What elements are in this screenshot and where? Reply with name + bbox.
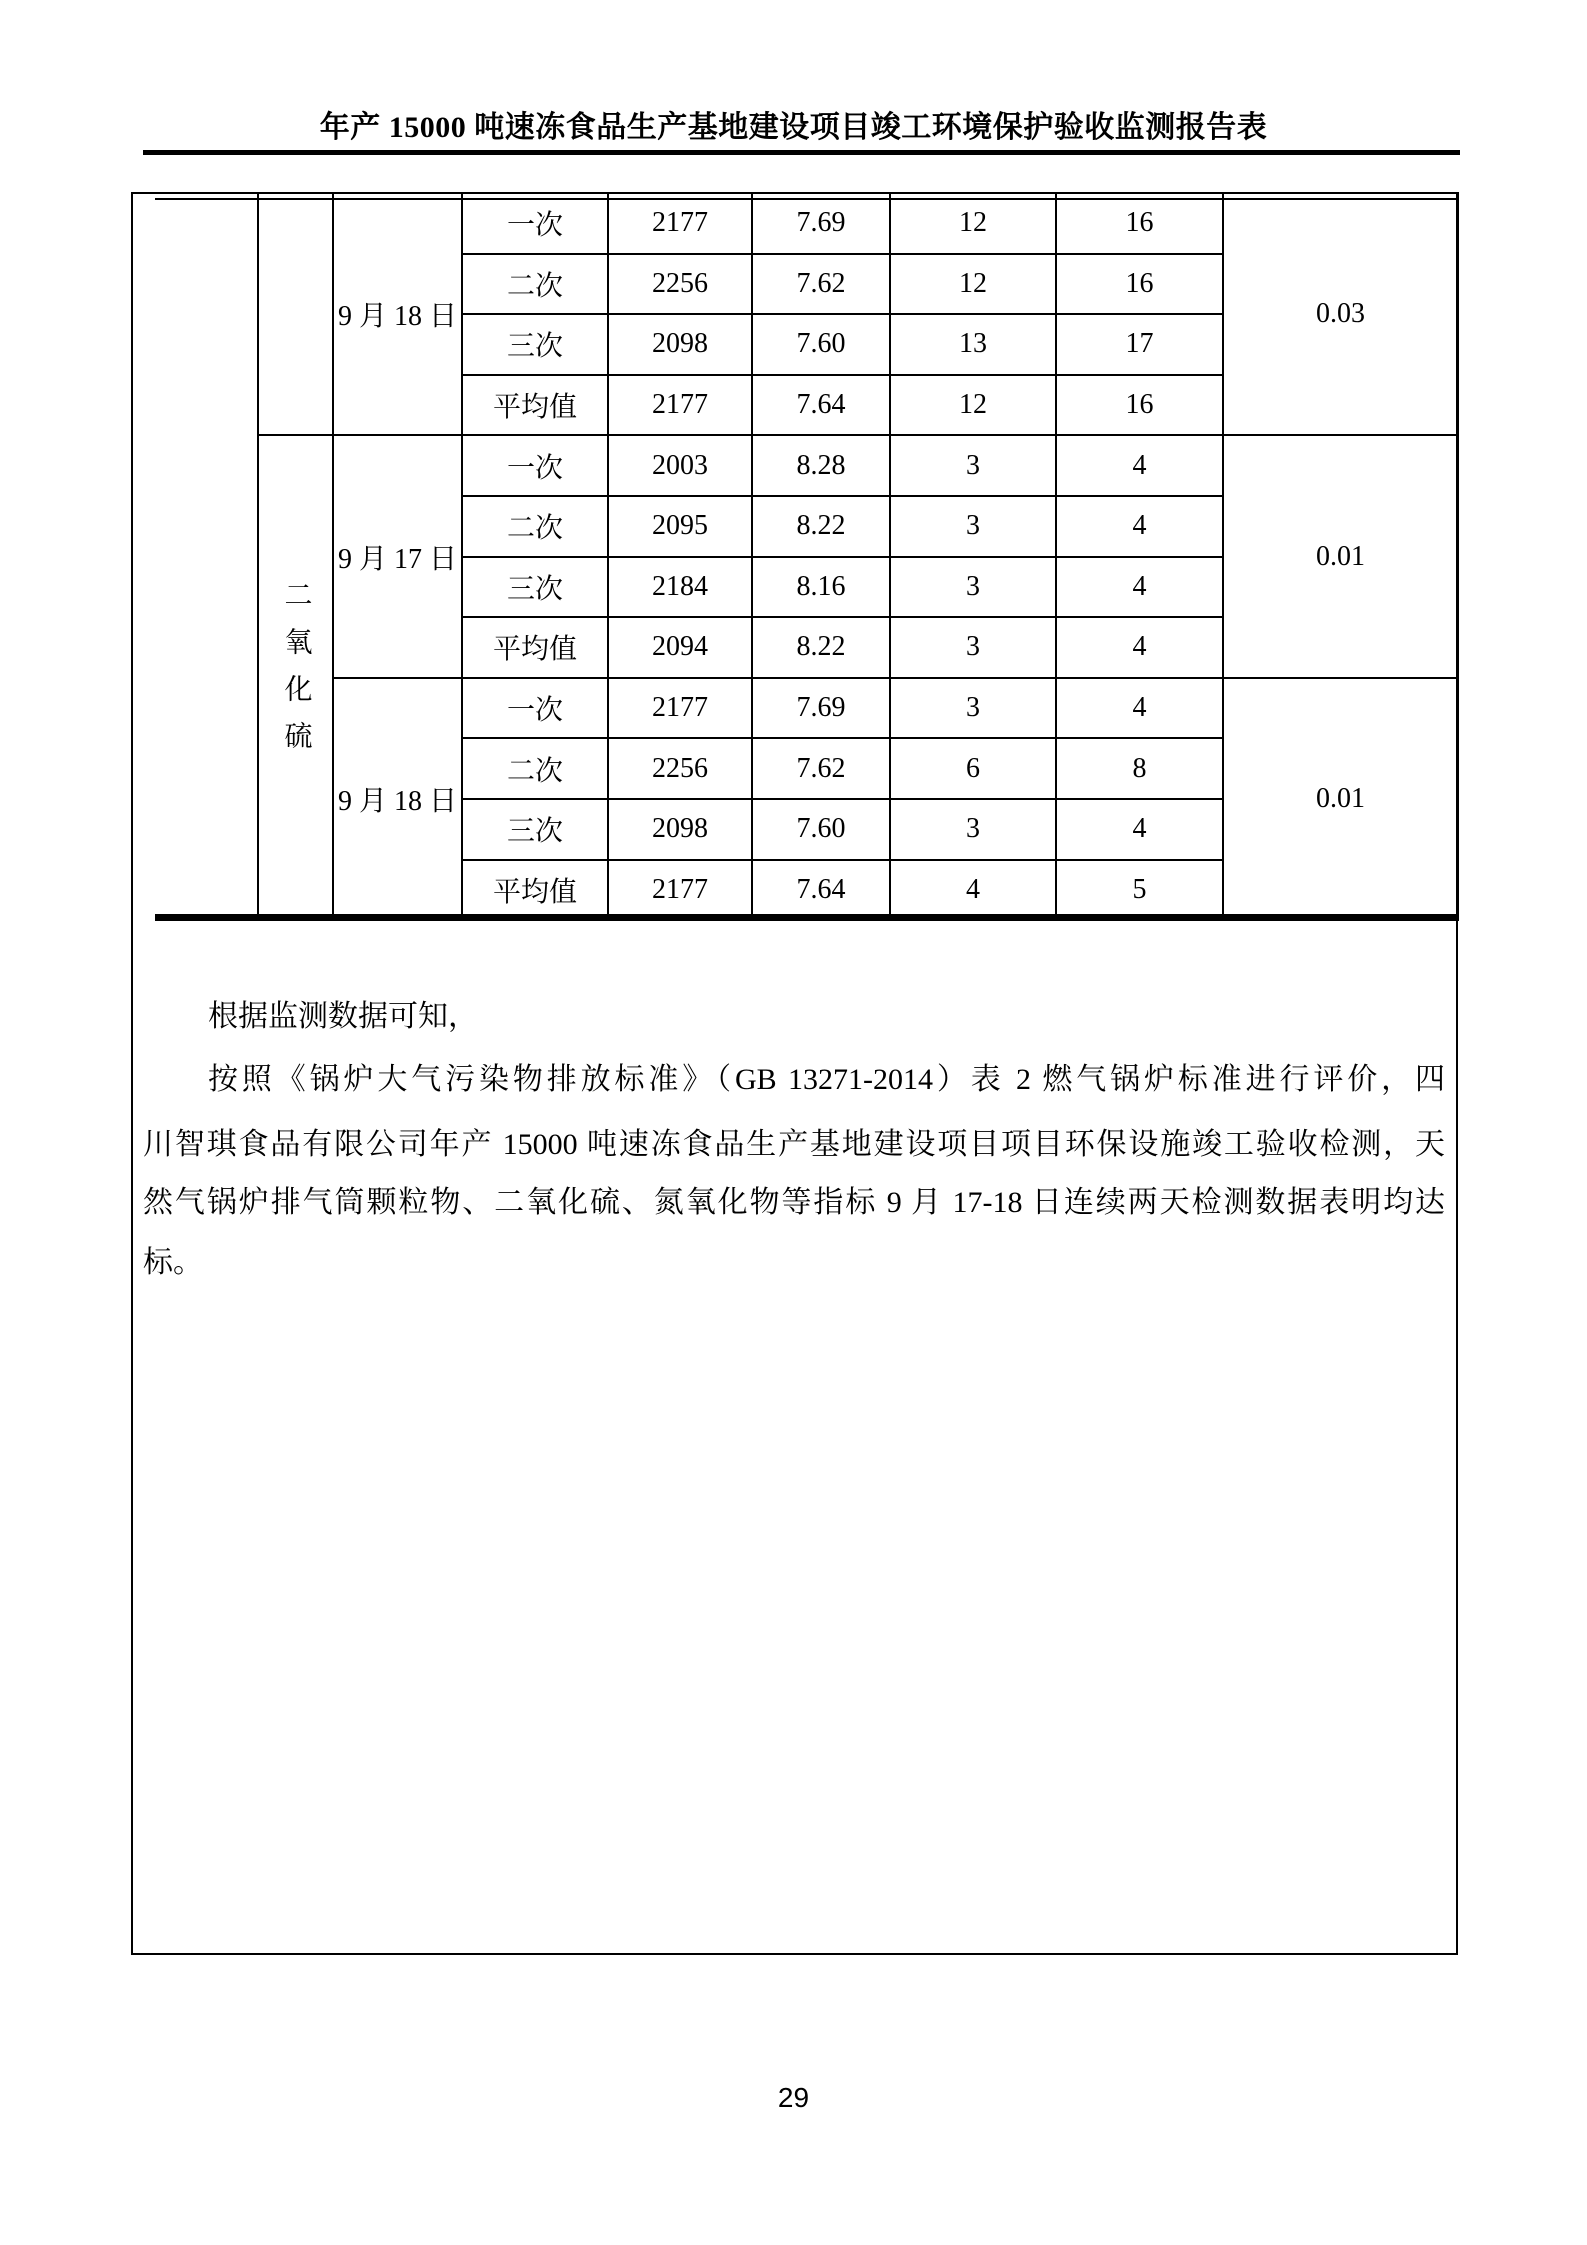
measurement-seq-cell: 二次: [462, 496, 608, 557]
measurement-value-cell: 4: [1056, 557, 1223, 618]
page-number: 29: [777, 2082, 810, 2113]
measurement-value-cell: 12: [890, 375, 1056, 436]
measurement-value-cell: 4: [1056, 435, 1223, 496]
measurement-value-cell: 8.16: [752, 557, 890, 618]
measurement-value-cell: 16: [1056, 193, 1223, 254]
measurement-value-cell: 2095: [608, 496, 752, 557]
paragraph-line-2: 按照《锅炉大气污染物排放标准》（GB 13271-2014）表 2 燃气锅炉标准进行评价，四: [208, 1063, 1445, 1096]
measurement-value-cell: 4: [890, 860, 1056, 921]
measurement-value-cell: 12: [890, 254, 1056, 315]
measurement-value-cell: 3: [890, 678, 1056, 739]
emission-rate-cell: 0.03: [1223, 193, 1458, 435]
measurement-value-cell: 8.22: [752, 496, 890, 557]
table-row: [131, 435, 1458, 496]
measurement-value-cell: 16: [1056, 254, 1223, 315]
measurement-value-cell: 3: [890, 799, 1056, 860]
measurement-value-cell: 2177: [608, 678, 752, 739]
measurement-value-cell: 8: [1056, 738, 1223, 799]
monitoring-data-table: [131, 192, 1459, 921]
measurement-seq-cell: 平均值: [462, 860, 608, 921]
measurement-value-cell: 8.28: [752, 435, 890, 496]
measurement-seq-cell: 二次: [462, 254, 608, 315]
measurement-seq-cell: 二次: [462, 738, 608, 799]
measurement-value-cell: 2177: [608, 375, 752, 436]
measurement-value-cell: 7.60: [752, 799, 890, 860]
table-bottom-border: [155, 914, 1458, 921]
measurement-value-cell: 2003: [608, 435, 752, 496]
measurement-seq-cell: 平均值: [462, 617, 608, 678]
measurement-value-cell: 5: [1056, 860, 1223, 921]
measurement-value-cell: 7.60: [752, 314, 890, 375]
monitoring-table-body: [131, 193, 1458, 920]
monitoring-date-cell: 9 月 18 日: [333, 193, 462, 435]
measurement-seq-cell: 一次: [462, 678, 608, 739]
measurement-value-cell: 13: [890, 314, 1056, 375]
measurement-value-cell: 16: [1056, 375, 1223, 436]
measurement-value-cell: 17: [1056, 314, 1223, 375]
pollutant-vertical-label: 二氧化硫: [280, 579, 312, 768]
measurement-value-cell: 2256: [608, 738, 752, 799]
left-spacer-cell: [131, 193, 258, 920]
measurement-value-cell: 2098: [608, 799, 752, 860]
measurement-value-cell: 3: [890, 496, 1056, 557]
pollutant-spacer-cell: [258, 193, 333, 435]
measurement-value-cell: 8.22: [752, 617, 890, 678]
measurement-seq-cell: 一次: [462, 193, 608, 254]
measurement-value-cell: 2094: [608, 617, 752, 678]
measurement-value-cell: 2256: [608, 254, 752, 315]
table-row: [131, 193, 1458, 254]
paragraph-line-3: 川智琪食品有限公司年产 15000 吨速冻食品生产基地建设项目项目环保设施竣工验收检测，天: [143, 1128, 1445, 1161]
measurement-value-cell: 7.69: [752, 678, 890, 739]
measurement-value-cell: 12: [890, 193, 1056, 254]
document-title: 年产 15000 吨速冻食品生产基地建设项目竣工环境保护验收监测报告表: [319, 111, 1268, 144]
measurement-value-cell: 3: [890, 617, 1056, 678]
measurement-value-cell: 6: [890, 738, 1056, 799]
measurement-value-cell: 7.64: [752, 375, 890, 436]
measurement-seq-cell: 三次: [462, 799, 608, 860]
measurement-value-cell: 7.69: [752, 193, 890, 254]
table-inner-top-border: [155, 198, 1458, 200]
emission-rate-cell: 0.01: [1223, 435, 1458, 677]
measurement-value-cell: 3: [890, 557, 1056, 618]
measurement-seq-cell: 三次: [462, 314, 608, 375]
header-divider-line: [143, 150, 1460, 155]
measurement-value-cell: 4: [1056, 496, 1223, 557]
measurement-value-cell: 2098: [608, 314, 752, 375]
measurement-value-cell: 3: [890, 435, 1056, 496]
pollutant-name-cell: [258, 435, 333, 920]
measurement-value-cell: 2177: [608, 860, 752, 921]
paragraph-line-5: 标。: [143, 1246, 203, 1279]
emission-rate-cell: 0.01: [1223, 678, 1458, 920]
measurement-value-cell: 4: [1056, 617, 1223, 678]
paragraph-intro: 根据监测数据可知，: [208, 1000, 478, 1033]
measurement-seq-cell: 三次: [462, 557, 608, 618]
monitoring-date-cell: 9 月 17 日: [333, 435, 462, 677]
measurement-value-cell: 4: [1056, 678, 1223, 739]
measurement-value-cell: 4: [1056, 799, 1223, 860]
monitoring-date-cell: 9 月 18 日: [333, 678, 462, 920]
paragraph-line-4: 然气锅炉排气筒颗粒物、二氧化硫、氮氧化物等指标 9 月 17-18 日连续两天检测数据表明均达: [143, 1186, 1445, 1219]
measurement-seq-cell: 平均值: [462, 375, 608, 436]
measurement-value-cell: 7.64: [752, 860, 890, 921]
measurement-seq-cell: 一次: [462, 435, 608, 496]
measurement-value-cell: 2184: [608, 557, 752, 618]
measurement-value-cell: 7.62: [752, 738, 890, 799]
measurement-value-cell: 2177: [608, 193, 752, 254]
measurement-value-cell: 7.62: [752, 254, 890, 315]
